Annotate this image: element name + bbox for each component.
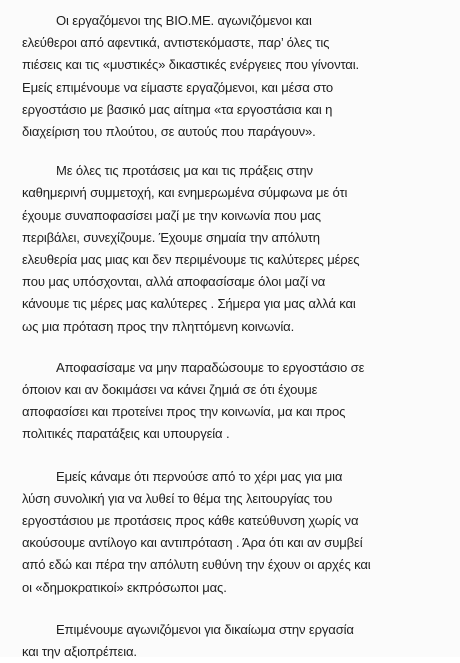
text-line: Εμείς επιμένουμε να είμαστε εργαζόμενοι, και μέσα στο: [22, 79, 334, 95]
text-line: εργοστάσιο με βασικό μας αίτημα «τα εργοστάσια και η: [22, 101, 333, 117]
text-line: οι «δημοκρατικοί» εκπρόσωποι μας.: [22, 579, 227, 595]
paragraph-1: [22, 10, 442, 143]
paragraph-2: [22, 160, 442, 338]
paragraph-5: [22, 619, 442, 663]
text-line: καθημερινή συμμετοχή, και ενημερωμένα σύμφωνα με ότι: [22, 185, 348, 201]
text-line: αποφασίσει και προτείνει προς την κοινωνία, μα και προς: [22, 404, 346, 420]
text-line: πιέσεις και τις «μυστικές» δικαστικές ενέργειες που γίνονται.: [22, 57, 359, 73]
text-line: Αποφασίσαμε να μην παραδώσουμε το εργοστάσιο σε: [56, 359, 365, 375]
text-line: και την αξιοπρέπεια.: [22, 644, 137, 660]
text-line: ελεύθεροι από αφεντικά, αντιστεκόμαστε, παρ’ όλες τις: [22, 35, 330, 51]
text-line: ελευθερία μας μιας και δεν περιμένουμε τις καλύτερες μέρες: [22, 252, 360, 268]
text-line: ως μια πρόταση προς την πληττόμενη κοινωνία.: [22, 318, 295, 334]
text-line: διαχείριση του πλούτου, σε αυτούς που παράγουν».: [22, 124, 316, 140]
text-line: Εμείς κάναμε ότι περνούσε από το χέρι μας για μια: [56, 468, 343, 484]
text-line: όποιον και αν δοκιμάσει να κάνει ζημιά σε ότι έχουμε: [22, 382, 318, 398]
text-line: έχουμε συναποφασίσει μαζί με την κοινωνία που μας: [22, 207, 321, 223]
text-line: Οι εργαζόμενοι της ΒΙΟ.ΜΕ. αγωνιζόμενοι και: [56, 13, 312, 28]
text-line: περιβάλει, συνεχίζουμε. Έχουμε σημαία την απόλυτη: [22, 229, 320, 245]
text-line: ακούσουμε αντίλογο και αντιπρόταση . Άρα ότι και αν συμβεί: [22, 535, 363, 551]
text-line: Επιμένουμε αγωνιζόμενοι για δικαίωμα στην εργασία: [56, 621, 354, 637]
text-line: Με όλες τις προτάσεις μα και τις πράξεις στην: [56, 163, 313, 179]
text-line: από εδώ και πέρα την απόλυτη ευθύνη την έχουν οι αρχές και: [22, 557, 371, 573]
text-line: που μας υπόσχονται, αλλά αποφασίσαμε όλοι μαζί να: [22, 274, 326, 290]
text-line: πολιτικές παρατάξεις και υπουργεία .: [22, 426, 230, 442]
text-line: εργοστάσιου με προτάσεις προς κάθε κατεύθυνση χωρίς να: [22, 513, 359, 529]
paragraph-4: [22, 466, 442, 599]
text-line: κάνουμε τις μέρες μας καλύτερες . Σήμερα για μας αλλά και: [22, 296, 356, 312]
paragraph-3: [22, 357, 442, 446]
text-line: λύση συνολική για να λυθεί το θέμα της λειτουργίας του: [22, 490, 333, 506]
